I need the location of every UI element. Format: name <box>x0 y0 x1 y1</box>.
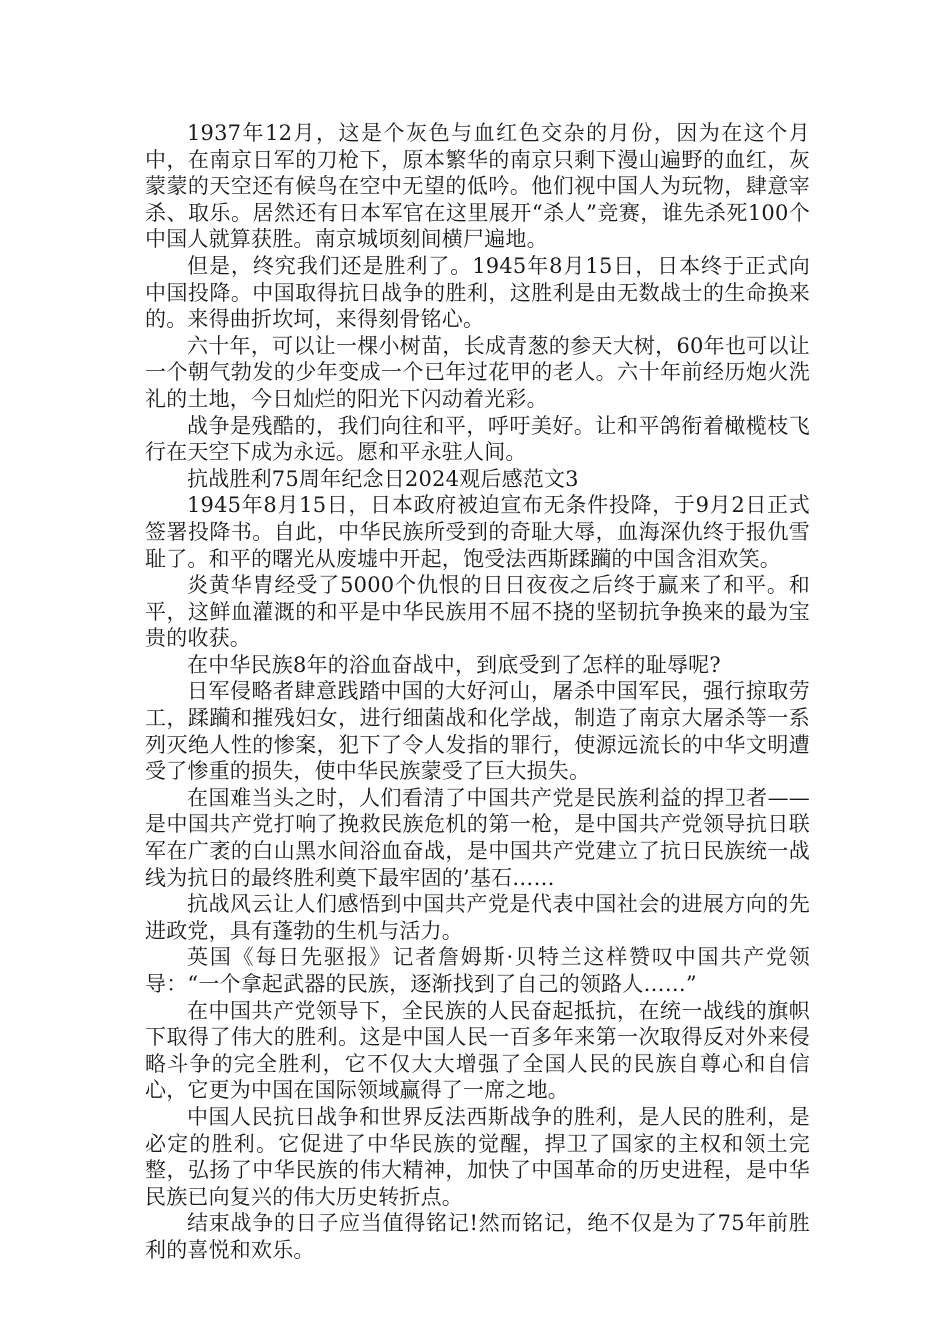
paragraph: 在中华民族8年的浴血奋战中，到底受到了怎样的耻辱呢? <box>187 652 721 677</box>
paragraph: 日军侵略者肆意践踏中国的大好河山，屠杀中国军民，强行掠取劳工，蹂躏和摧残妇女，进行细菌战和化学战，制造了南京大屠杀等一系列灭绝人性的惨案，犯下了令人发指的罪行，使源远流长的中华文明遭受了惨重的损失，使中华民族蒙受了巨大损失。 <box>145 679 810 784</box>
paragraph: 炎黄华胄经受了5000个仇恨的日日夜夜之后终于赢来了和平。和平，这鲜血灌溉的和平是中华民族用不屈不挠的坚韧抗争换来的最为宝贵的收获。 <box>145 573 810 651</box>
paragraph: 结束战争的日子应当值得铭记!然而铭记，绝不仅是为了75年前胜利的喜悦和欢乐。 <box>145 1211 810 1262</box>
paragraph: 中国人民抗日战争和世界反法西斯战争的胜利，是人民的胜利，是必定的胜利。它促进了中华民族的觉醒，捍卫了国家的主权和领土完整，弘扬了中华民族的伟大精神，加快了中国革命的历史进程，是中华民族已向复兴的伟大历史转折点。 <box>145 1104 810 1209</box>
paragraph: 英国《每日先驱报》记者詹姆斯·贝特兰这样赞叹中国共产党领导：“一个拿起武器的民族，逐渐找到了自己的领路人……” <box>145 945 810 996</box>
paragraph: 战争是残酷的，我们向往和平，呼吁美好。让和平鸽衔着橄榄枝飞行在天空下成为永远。愿和平永驻人间。 <box>145 413 810 465</box>
paragraph: 在中国共产党领导下，全民族的人民奋起抵抗，在统一战线的旗帜下取得了伟大的胜利。这是中国人民一百多年来第一次取得反对外来侵略斗争的完全胜利，它不仅大大增强了全国人民的民族自尊心和自信心，它更为中国在国际领域赢得了一席之地。 <box>145 998 810 1103</box>
paragraph: 在国难当头之时，人们看清了中国共产党是民族利益的捍卫者——是中国共产党打响了挽救民族危机的第一枪，是中国共产党领导抗日联军在广袤的白山黑水间浴血奋战，是中国共产党建立了抗日民族统一战线为抗日的最终胜利奠下最牢固的’基石…… <box>145 785 810 890</box>
paragraph: 抗战风云让人们感悟到中国共产党是代表中国社会的进展方向的先进政党，具有蓬勃的生机与活力。 <box>145 892 810 943</box>
paragraph: 1937年12月，这是个灰色与血红色交杂的月份，因为在这个月中，在南京日军的刀枪下，原本繁华的南京只剩下漫山遍野的血红，灰蒙蒙的天空还有候鸟在空中无望的低吟。他们视中国人为玩物，肆意宰杀、取乐。居然还有日本军官在这里展开“杀人”竞赛，谁先杀死100个中国人就算获胜。南京城顷刻间横尸遍地。 <box>145 121 810 252</box>
paragraph: 1945年8月15日，日本政府被迫宣布无条件投降，于9月2日正式签署投降书。自此，中华民族所受到的奇耻大辱，血海深仇终于报仇雪耻了。和平的曙光从废墟中开起，饱受法西斯蹂躏的中国含泪欢笑。 <box>145 493 810 571</box>
paragraph: 但是，终究我们还是胜利了。1945年8月15日，日本终于正式向中国投降。中国取得抗日战争的胜利，这胜利是由无数战士的生命换来的。来得曲折坎坷，来得刻骨铭心。 <box>145 253 810 332</box>
paragraph: 六十年，可以让一棵小树苗，长成青葱的参天大树，60年也可以让一个朝气勃发的少年变成一个已年过花甲的老人。六十年前经历炮火洗礼的土地，今日灿烂的阳光下闪动着光彩。 <box>145 333 810 411</box>
section-heading: 抗战胜利75周年纪念日2024观后感范文3 <box>187 466 579 491</box>
document-body <box>145 120 810 1264</box>
